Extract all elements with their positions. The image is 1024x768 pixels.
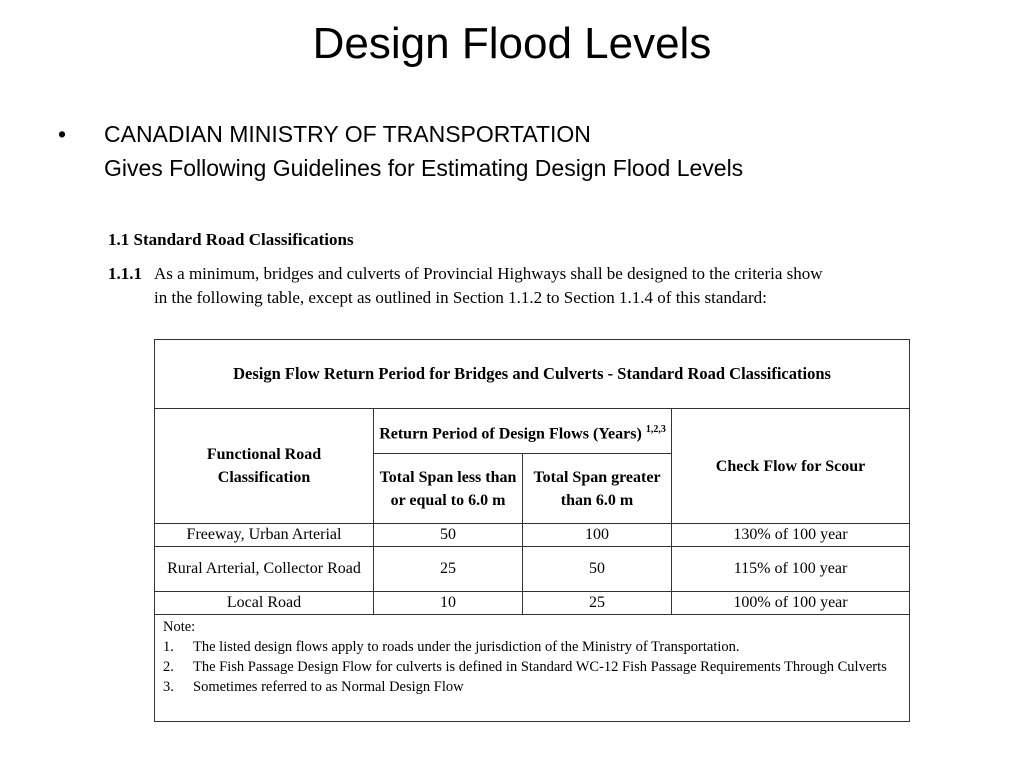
- section-paragraph: [108, 262, 823, 310]
- header-return-period: [374, 409, 672, 454]
- header-return-period-superscript: 1,2,3: [645, 423, 666, 435]
- header-span-small: Total Span less than or equal to 6.0 m: [374, 454, 523, 524]
- table-row: [155, 524, 910, 547]
- table-title: Design Flow Return Period for Bridges and Culverts - Standard Road Classifications: [155, 340, 910, 409]
- bullet-icon: •: [58, 121, 67, 147]
- document-excerpt: [108, 228, 823, 310]
- note-item: [163, 637, 901, 657]
- cell-span-large: 50: [523, 547, 672, 592]
- header-return-period-label: Return Period of Design Flows (Years): [379, 424, 642, 442]
- table-notes: [155, 615, 910, 722]
- cell-scour: 115% of 100 year: [672, 547, 910, 592]
- cell-span-small: 10: [374, 592, 523, 615]
- note-item: [163, 657, 901, 677]
- header-check-flow-scour: Check Flow for Scour: [672, 409, 910, 524]
- table-row: [155, 592, 910, 615]
- table-row: [155, 547, 910, 592]
- bullet-heading: CANADIAN MINISTRY OF TRANSPORTATION: [104, 121, 591, 147]
- header-functional-classification: Functional Road Classification: [155, 409, 374, 524]
- cell-span-large: 100: [523, 524, 672, 547]
- slide-title: Design Flood Levels: [312, 19, 712, 68]
- paragraph-line-1: As a minimum, bridges and culverts of Provincial Highways shall be designed to the criteria show: [154, 264, 823, 283]
- note-text: The Fish Passage Design Flow for culverts is defined in Standard WC-12 Fish Passage Requirements Through Culverts: [193, 659, 887, 675]
- cell-classification: Rural Arterial, Collector Road: [155, 547, 374, 592]
- cell-scour: 100% of 100 year: [672, 592, 910, 615]
- bullet-point: [58, 117, 743, 185]
- cell-span-large: 25: [523, 592, 672, 615]
- note-text: Sometimes referred to as Normal Design Flow: [193, 679, 464, 695]
- header-span-large: Total Span greater than 6.0 m: [523, 454, 672, 524]
- cell-span-small: 50: [374, 524, 523, 547]
- bullet-subtext: Gives Following Guidelines for Estimating Design Flood Levels: [104, 155, 744, 181]
- design-flow-table: [154, 339, 910, 722]
- notes-heading: Note:: [163, 619, 196, 635]
- cell-classification: Freeway, Urban Arterial: [155, 524, 374, 547]
- bullet-first-line: [58, 117, 743, 151]
- cell-span-small: 25: [374, 547, 523, 592]
- section-heading: 1.1 Standard Road Classifications: [108, 230, 354, 249]
- cell-classification: Local Road: [155, 592, 374, 615]
- paragraph-line-2: in the following table, except as outlined in Section 1.1.2 to Section 1.1.4 of this standard:: [154, 288, 767, 307]
- paragraph-number: 1.1.1: [108, 264, 142, 283]
- note-number: 1.: [163, 639, 174, 655]
- note-text: The listed design flows apply to roads under the jurisdiction of the Ministry of Transportation.: [193, 639, 740, 655]
- cell-scour: 130% of 100 year: [672, 524, 910, 547]
- note-number: 3.: [163, 679, 174, 695]
- note-number: 2.: [163, 659, 174, 675]
- note-item: [163, 677, 901, 697]
